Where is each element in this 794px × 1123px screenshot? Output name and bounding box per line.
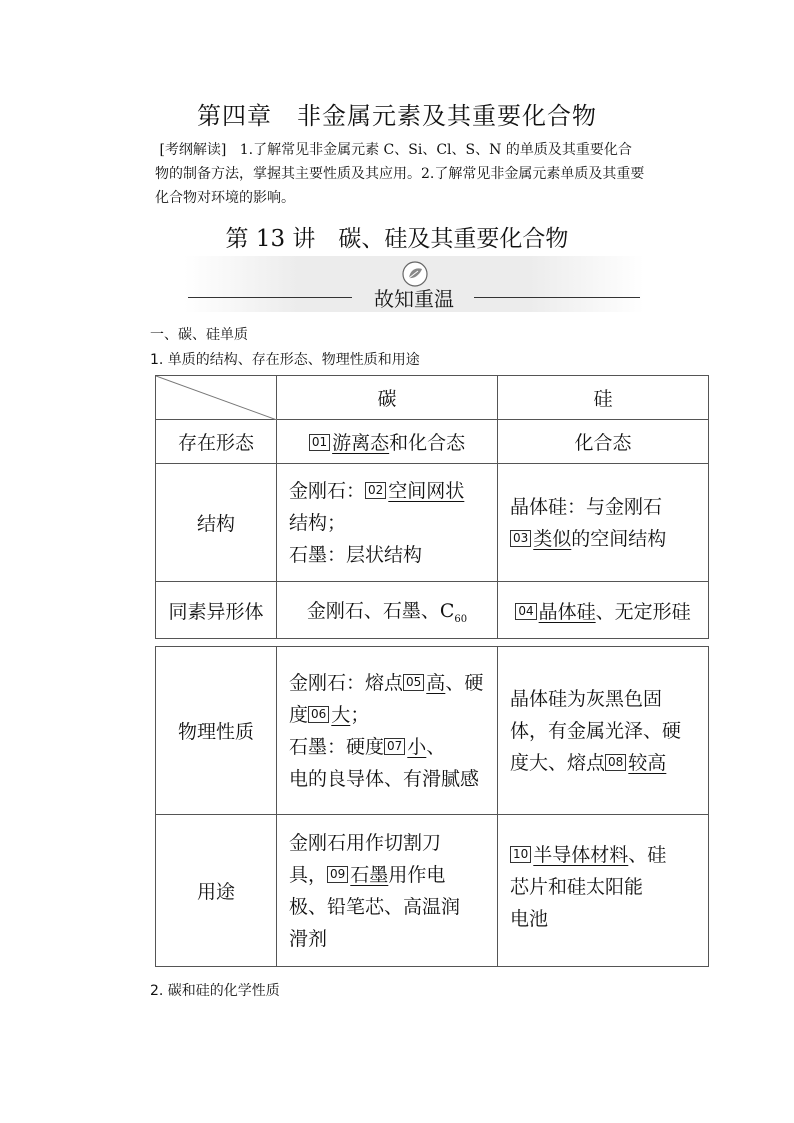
subsection-heading-1: 1. 单质的结构、存在形态、物理性质和用途 bbox=[150, 352, 420, 368]
header-silicon: 硅 bbox=[498, 376, 709, 420]
carbon-physical: 金刚石：熔点 05 高、硬 度 06 大； 石墨：硬度 07 小、 电的良导体、有滑腻感 bbox=[277, 647, 498, 815]
properties-table-bottom bbox=[155, 646, 709, 967]
diagonal-header-cell bbox=[156, 376, 277, 420]
row-label-structure: 结构 bbox=[156, 464, 277, 582]
syllabus-line-1: 1.了解常见非金属元素 C、Si、Cl、S、N 的单质及其重要化合 bbox=[239, 142, 632, 158]
syllabus-line-2: 物的制备方法，掌握其主要性质及其应用。2.了解常见非金属元素单质及其重要 bbox=[155, 166, 645, 182]
review-banner bbox=[184, 256, 644, 312]
blank-number-10: 10 bbox=[510, 846, 531, 863]
blank-number-06: 06 bbox=[308, 706, 329, 723]
lecture-title: 第 13 讲 碳、硅及其重要化合物 bbox=[225, 226, 569, 252]
silicon-structure: 晶体硅：与金刚石 03 类似的空间结构 bbox=[498, 464, 709, 582]
row-label-usage: 用途 bbox=[156, 815, 277, 967]
syllabus-line-3: 化合物对环境的影响。 bbox=[155, 190, 295, 206]
blank-number-09: 09 bbox=[327, 866, 348, 883]
blank-number-05: 05 bbox=[403, 674, 424, 691]
silicon-existence: 化合态 bbox=[498, 420, 709, 464]
blank-number-01: 01 bbox=[309, 434, 330, 451]
subsection-heading-2: 2. 碳和硅的化学性质 bbox=[150, 983, 280, 999]
row-label-allotrope: 同素异形体 bbox=[156, 582, 277, 639]
blank-number-04: 04 bbox=[515, 603, 536, 620]
section-heading: 一、碳、硅单质 bbox=[150, 327, 248, 343]
silicon-allotrope: 04 晶体硅、无定形硅 bbox=[498, 582, 709, 639]
row-label-physical: 物理性质 bbox=[156, 647, 277, 815]
row-label-existence: 存在形态 bbox=[156, 420, 277, 464]
silicon-physical: 晶体硅为灰黑色固 体，有金属光泽、硬 度大、熔点 08 较高 bbox=[498, 647, 709, 815]
blank-number-03: 03 bbox=[510, 530, 531, 547]
silicon-usage: 10 半导体材料、硅 芯片和硅太阳能 电池 bbox=[498, 815, 709, 967]
blank-number-07: 07 bbox=[384, 738, 405, 755]
carbon-structure: 金刚石： 02 空间网状 结构； 石墨：层状结构 bbox=[277, 464, 498, 582]
syllabus-block bbox=[155, 138, 675, 210]
syllabus-tag: [考纲解读] bbox=[159, 142, 227, 158]
carbon-allotrope: 金刚石、石墨、$C_{60}$ bbox=[277, 582, 498, 639]
banner-title: 故知重温 bbox=[374, 287, 454, 311]
blank-number-08: 08 bbox=[605, 754, 626, 771]
chapter-title: 第四章 非金属元素及其重要化合物 bbox=[197, 102, 597, 130]
carbon-usage: 金刚石用作切割刀 具， 09 石墨用作电 极、铅笔芯、高温润 滑剂 bbox=[277, 815, 498, 967]
properties-table-top bbox=[155, 375, 709, 639]
header-carbon: 碳 bbox=[277, 376, 498, 420]
carbon-existence: 01 游离态和化合态 bbox=[277, 420, 498, 464]
blank-number-02: 02 bbox=[365, 482, 386, 499]
